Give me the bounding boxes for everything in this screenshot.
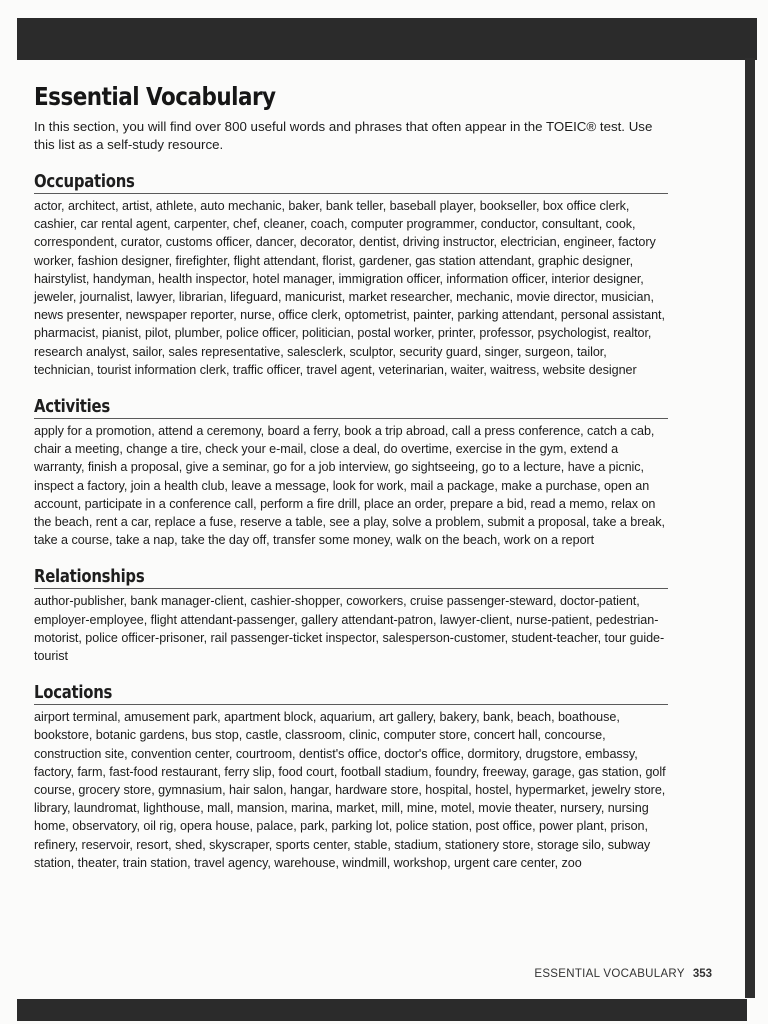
section-body: author-publisher, bank manager-client, cashier-shopper, coworkers, cruise passenger-steward, doctor-patient, employer-employee, flight attendant-passenger, gallery attendant-patron, lawyer-client, nurse-patient, pedestrian-motorist, police officer-prisoner, rail passenger-ticket inspector, salesperson-customer, student-teacher, tour guide-tourist [34,594,665,664]
scan-top-border [17,18,757,60]
section-body: apply for a promotion, attend a ceremony, board a ferry, book a trip abroad, call a press conference, catch a cab, chair a meeting, change a tire, check your e-mail, close a deal, do overtime, exercise in the gym, extend a warranty, finish a proposal, give a seminar, go for a job interview, go sightseeing, go to a lecture, have a picnic, inspect a factory, join a health club, leave a message, look for work, mail a package, make a purchase, open an account, participate in a conference call, perform a fire drill, place an order, prepare a bid, read a memo, relax on the beach, rent a car, replace a fuse, reserve a table, see a play, solve a problem, submit a proposal, take a break, take a course, take a nap, take the day off, transfer some money, walk on the beach, work on a report [34,424,665,548]
scan-bottom-border [17,999,747,1021]
section-heading: Relationships [34,567,145,588]
section-heading: Occupations [34,172,135,192]
section-body: airport terminal, amusement park, apartment block, aquarium, art gallery, bakery, bank, beach, boathouse, bookstore, botanic gardens, bus stop, castle, classroom, clinic, computer store, concert hall, concourse, construction site, convention center, courtroom, dentist's office, doctor's office, dormitory, drugstore, embassy, factory, farm, fast-food restaurant, ferry slip, food court, football stadium, foundry, freeway, garage, gas station, golf course, grocery store, gymnasium, hair salon, hangar, hardware store, hospital, hostel, hypermarket, jewelry store, library, laundromat, lighthouse, mall, mansion, marina, market, mill, mine, motel, movie theater, nursery, nursing home, observatory, oil rig, opera house, palace, park, parking lot, police station, post office, power plant, prison, refinery, reservoir, resort, shed, skyscraper, sports center, stable, stadium, stationery store, storage silo, subway station, theater, train station, travel agency, warehouse, windmill, workshop, urgent care center, zoo [34,710,666,870]
section-relationships [34,567,668,665]
section-heading-rule [34,172,668,194]
section-activities [34,397,668,549]
section-occupations [34,172,668,379]
page-title: Essential Vocabulary [34,82,276,111]
page-footer [534,968,712,980]
section-heading-rule [34,567,668,589]
section-heading: Locations [34,683,113,704]
running-head: ESSENTIAL VOCABULARY [534,968,685,980]
section-heading-rule [34,683,668,705]
scan-right-border [745,58,755,998]
section-heading-rule [34,397,668,419]
page-number: 353 [692,968,712,980]
page-content [34,82,668,890]
section-body: actor, architect, artist, athlete, auto mechanic, baker, bank teller, baseball player, bookseller, box office clerk, cashier, car rental agent, carpenter, chef, cleaner, coach, computer programmer, conductor, consultant, cook, correspondent, curator, customs officer, dancer, decorator, dentist, driving instructor, electrician, engineer, factory worker, fashion designer, firefighter, flight attendant, florist, gardener, gas station attendant, graphic designer, hairstylist, handyman, health inspector, hotel manager, immigration officer, information officer, interior designer, jeweler, journalist, lawyer, librarian, lifeguard, manicurist, market researcher, mechanic, movie director, musician, news presenter, newspaper reporter, nurse, office clerk, optometrist, painter, parking attendant, personal assistant, pharmacist, pianist, pilot, plumber, police officer, politician, postal worker, printer, professor, psychologist, realtor, research analyst, sailor, sales representative, salesclerk, sculptor, security guard, singer, surgeon, tailor, technician, tourist information clerk, traffic officer, travel agent, veterinarian, waiter, waitress, website designer [34,199,665,377]
section-locations [34,683,668,872]
intro-paragraph: In this section, you will find over 800 useful words and phrases that often appear in the TOEIC® test. Use this list as a self-study resource. [34,119,653,152]
section-heading: Activities [34,397,110,418]
